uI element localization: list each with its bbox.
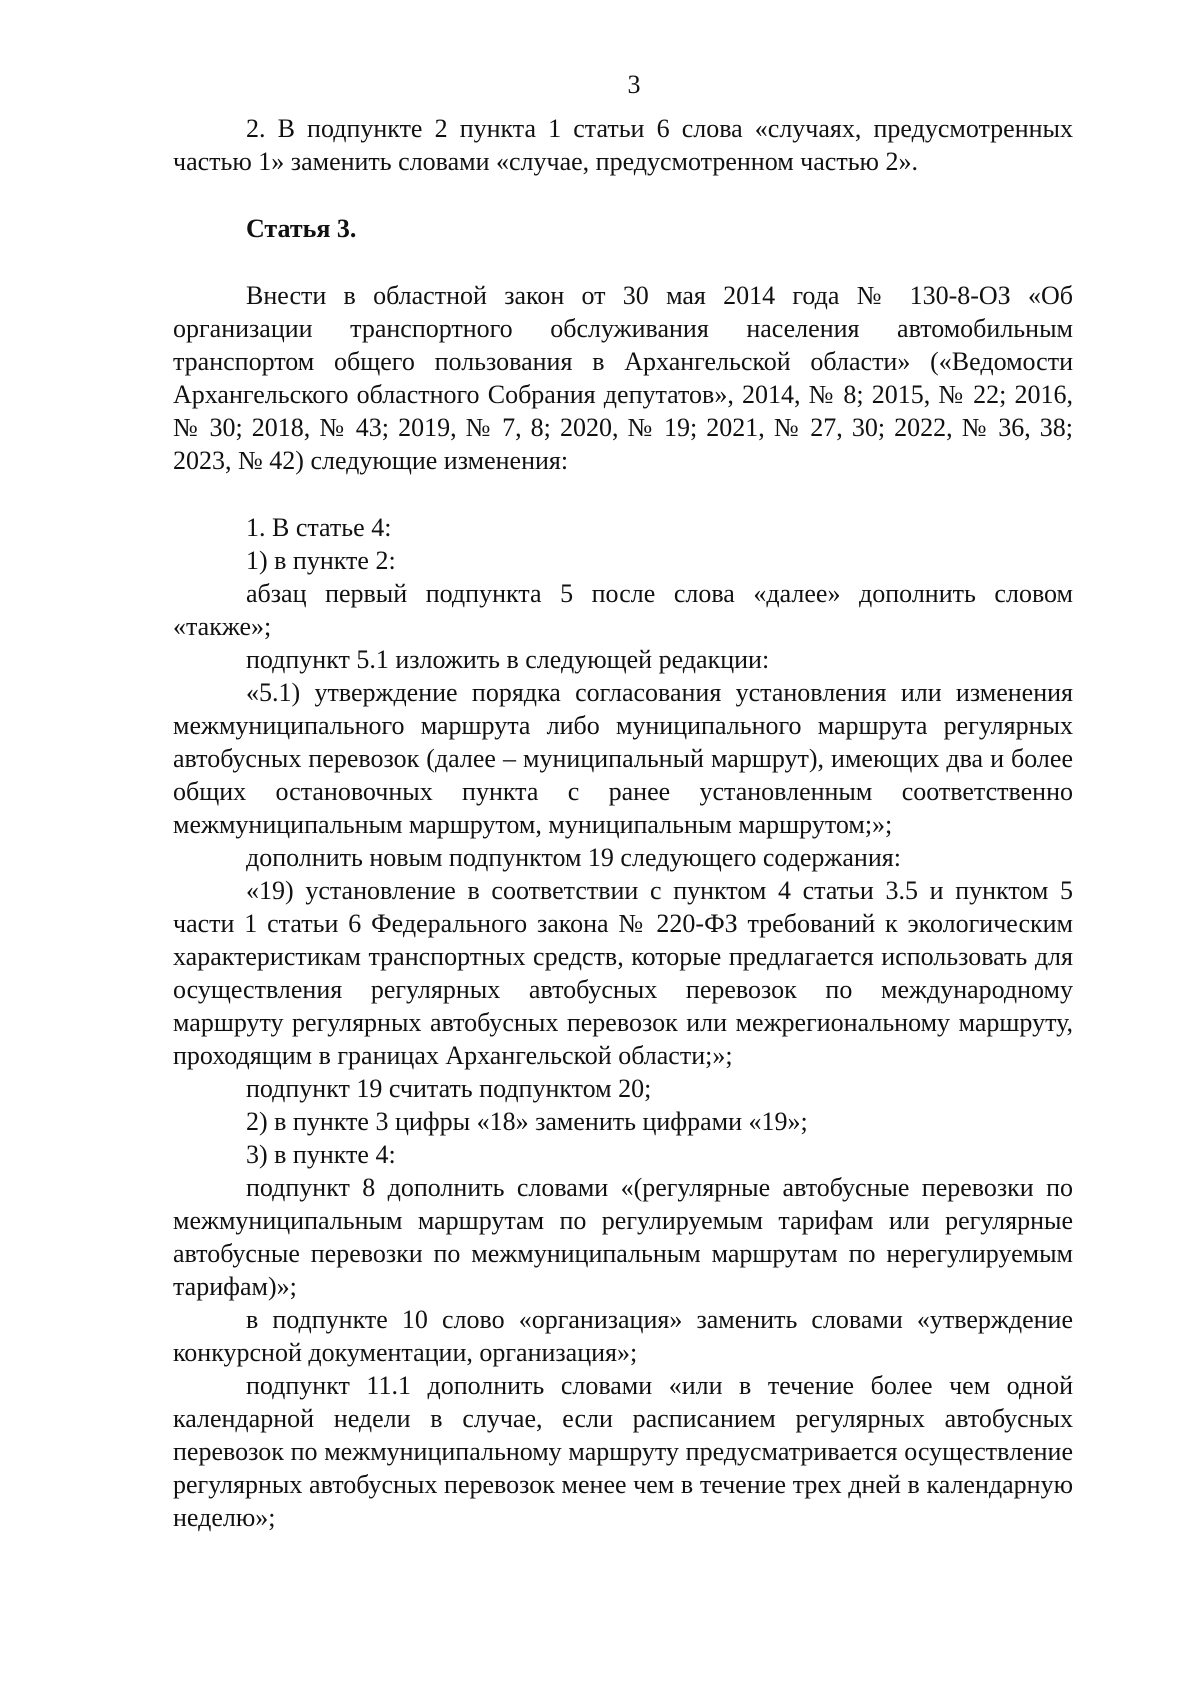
article-heading: Статья 3.	[246, 214, 357, 243]
paragraph-subitem-5-1-text: «5.1) утверждение порядка согласования установления или изменения межмуниципального маршрута либо муниципального маршрута регулярных автобусных перевозок (далее – муниципальный маршрут), имеющих два и более общих остановочных пункта с ранее установленным соответственно межмуниципальным маршрутом, муниципальным маршрутом;»;	[173, 678, 1073, 839]
paragraph-subitem-2: 2. В подпункте 2 пункта 1 статьи 6 слова «случаях, предусмотренных частью 1» заменить словами «случае, предусмотренном частью 2».	[173, 114, 1073, 176]
paragraph-item-1: 1) в пункте 2:	[246, 546, 396, 575]
paragraph-subitem-5: абзац первый подпункта 5 после слова «далее» дополнить словом «также»;	[173, 579, 1073, 641]
paragraph-subitem-19-renumber: подпункт 19 считать подпунктом 20;	[246, 1074, 652, 1103]
paragraph-item-3: 3) в пункте 4:	[246, 1140, 396, 1169]
paragraph-subitem-5-1-intro: подпункт 5.1 изложить в следующей редакции:	[246, 645, 770, 674]
paragraph-subitem-8: подпункт 8 дополнить словами «(регулярные автобусные перевозки по межмуниципальным маршрутам по регулируемым тарифам или регулярные автобусные перевозки по межмуниципальным маршрутам по нерегулируемым тарифам)»;	[173, 1173, 1073, 1301]
paragraph-subitem-10: в подпункте 10 слово «организация» заменить словами «утверждение конкурсной документации, организация»;	[173, 1305, 1073, 1367]
paragraph-subitem-11-1: подпункт 11.1 дополнить словами «или в течение более чем одной календарной недели в случае, если расписанием регулярных автобусных перевозок по межмуниципальному маршруту предусматривается осуществление регулярных автобусных перевозок менее чем в течение трех дней в календарную неделю»;	[173, 1371, 1073, 1532]
paragraph-article-4: 1. В статье 4:	[246, 513, 392, 542]
page-number: 3	[627, 70, 641, 99]
paragraph-introduction: Внести в областной закон от 30 мая 2014 года № 130-8-ОЗ «Об организации транспортного обслуживания населения автомобильным транспортом общего пользования в Архангельской области» («Ведомости Архангельского областного Собрания депутатов», 2014, № 8; 2015, № 22; 2016, № 30; 2018, № 43; 2019, № 7, 8; 2020, № 19; 2021, № 27, 30; 2022, № 36, 38; 2023, № 42) следующие изменения:	[173, 281, 1073, 475]
paragraph-item-2: 2) в пункте 3 цифры «18» заменить цифрами «19»;	[246, 1107, 808, 1136]
paragraph-subitem-19-text: «19) установление в соответствии с пунктом 4 статьи 3.5 и пунктом 5 части 1 статьи 6 Федерального закона № 220-ФЗ требований к экологическим характеристикам транспортных средств, которые предлагается использовать для осуществления регулярных автобусных перевозок по международному маршруту регулярных автобусных перевозок или межрегиональному маршруту, проходящим в границах Архангельской области;»;	[173, 876, 1073, 1070]
paragraph-subitem-19-intro: дополнить новым подпунктом 19 следующего содержания:	[246, 843, 901, 872]
